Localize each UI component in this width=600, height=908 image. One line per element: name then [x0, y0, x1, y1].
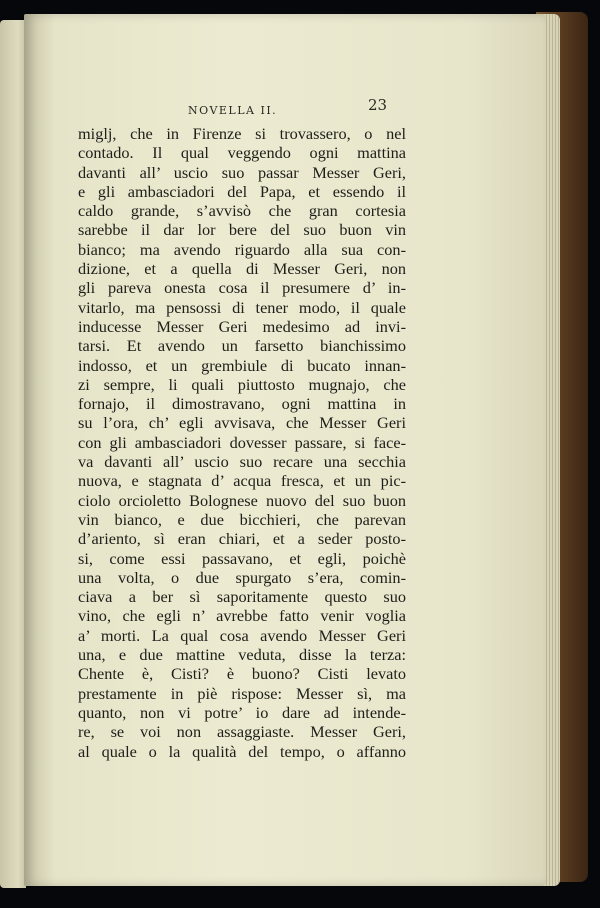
text-line: vin bianco, e due bicchieri, che parevan [78, 509, 406, 529]
running-head: NOVELLA II. [188, 104, 278, 117]
text-line: nuova, e stagnata d’ acqua fresca, et un pic- [78, 471, 406, 491]
body-text [78, 124, 406, 761]
text-line: bianco; ma avendo riguardo alla sua con- [78, 239, 406, 259]
text-line: una, e due mattine veduta, disse la terza: [78, 645, 406, 665]
text-line: al quale o la qualità del tempo, o affanno [78, 741, 406, 761]
text-line: con gli ambasciadori dovesser passare, si face- [78, 432, 406, 452]
text-line: va davanti all’ uscio suo recare una secchia [78, 452, 406, 472]
text-line: quanto, non vi potre’ io dare ad intende- [78, 702, 406, 722]
text-line: ciolo orcioletto Bolognese nuovo del suo buon [78, 490, 406, 510]
text-line: zi sempre, li quali piuttosto mugnajo, che [78, 374, 406, 394]
text-line: indosso, et un grembiule di bucato innan- [78, 355, 406, 375]
text-line: a’ morti. La qual cosa avendo Messer Geri [78, 625, 406, 645]
text-line: dizione, et a quella di Messer Geri, non [78, 259, 406, 279]
text-line: d’ariento, sì eran chiari, et a seder posto- [78, 529, 406, 549]
text-line: ciava a ber sì saporitamente questo suo [78, 587, 406, 607]
text-line: tarsi. Et avendo un farsetto bianchissimo [78, 336, 406, 356]
text-line: inducesse Messer Geri medesimo ad invi- [78, 316, 406, 336]
text-line: una volta, o due spurgato s’era, comin- [78, 567, 406, 587]
text-line: vino, che egli n’ avrebbe fatto venir voglia [78, 606, 406, 626]
text-line: caldo grande, s’avvisò che gran cortesia [78, 201, 406, 221]
text-line: si, come essi passavano, et egli, poichè [78, 548, 406, 568]
page-number: 23 [368, 96, 388, 114]
text-line: davanti all’ uscio suo passar Messer Geri, [78, 162, 406, 182]
text-line: gli pareva onesta cosa il presumere d’ in- [78, 278, 406, 298]
text-line: sarebbe il dar lor bere del suo buon vin [78, 220, 406, 240]
text-line: prestamente in piè rispose: Messer sì, ma [78, 683, 406, 703]
text-line: e gli ambasciadori del Papa, et essendo il [78, 181, 406, 201]
text-line: fornajo, il dimostravano, ogni mattina in [78, 394, 406, 414]
text-line: Chente è, Cisti? è buono? Cisti levato [78, 664, 406, 684]
left-page-edge [0, 20, 26, 888]
text-line: vitarlo, ma pensossi di tener modo, il quale [78, 297, 406, 317]
text-line: miglj, che in Firenze si trovassero, o nel [78, 124, 406, 143]
text-line: re, se voi non assaggiaste. Messer Geri, [78, 722, 406, 742]
text-line: su l’ora, ch’ egli avvisava, che Messer Geri [78, 413, 406, 433]
text-line: contado. Il qual veggendo ogni mattina [78, 143, 406, 163]
